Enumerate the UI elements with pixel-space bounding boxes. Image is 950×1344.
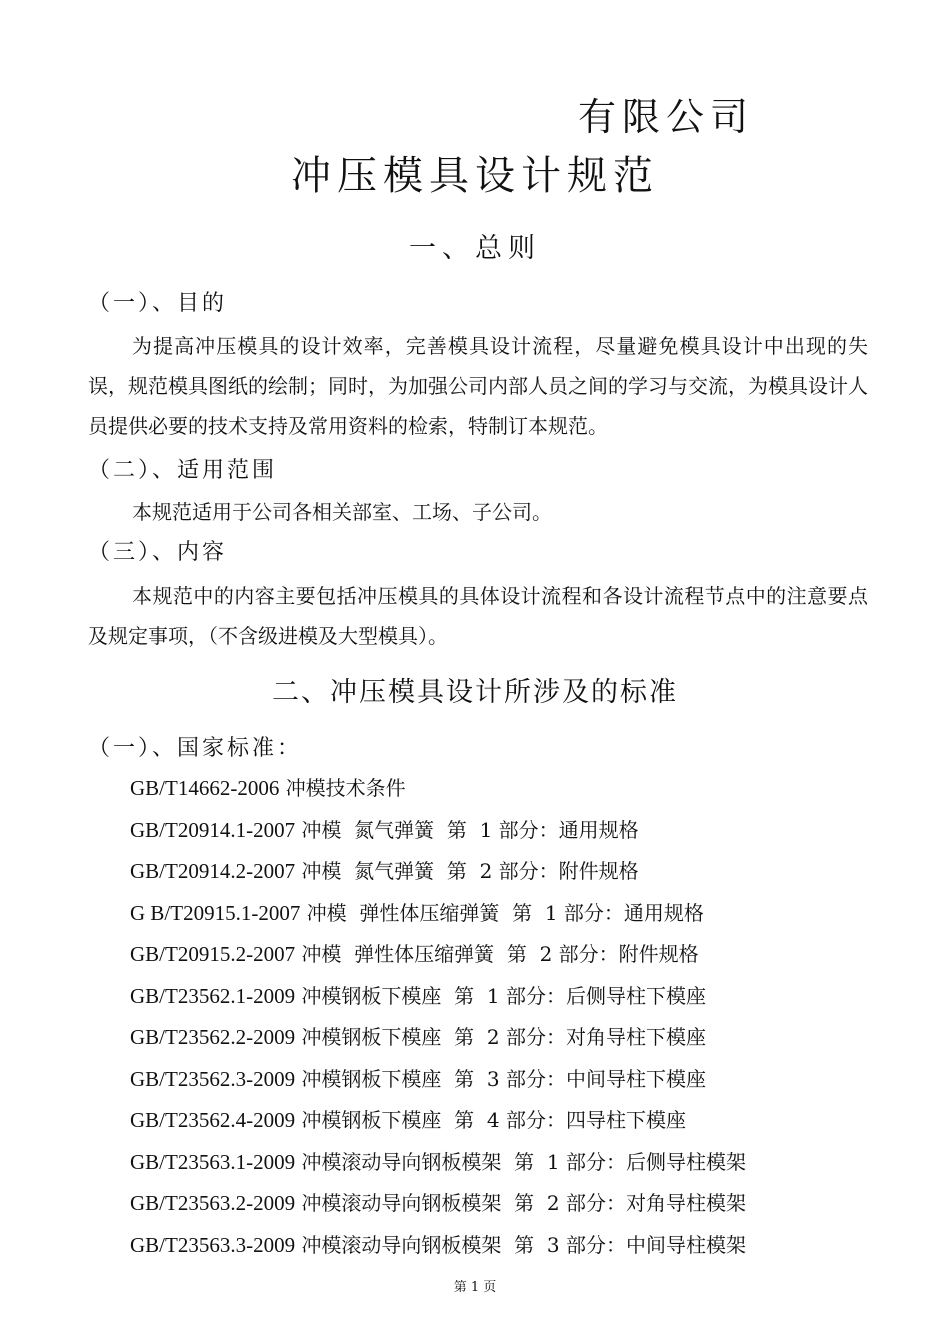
paragraph-content: 本规范中的内容主要包括冲压模具的具体设计流程和各设计流程节点中的注意要点及规定事项，（不含级进模及大型模具）。 xyxy=(88,584,868,648)
standard-name: 冲模钢板下模座 第 3 部分：中间导柱下模座 xyxy=(301,1066,706,1091)
standard-code: GB/T20914.1-2007 xyxy=(130,817,296,842)
standard-name: 冲模 弹性体压缩弹簧 第 2 部分：附件规格 xyxy=(301,942,699,966)
standard-name: 冲模 氮气弹簧 第 1 部分：通用规格 xyxy=(301,817,639,842)
standard-code: GB/T20914.2-2007 xyxy=(130,859,296,883)
paragraph-scope: 本规范适用于公司各相关部室、工场、子公司。 xyxy=(132,500,552,524)
standard-item xyxy=(130,1225,746,1267)
standard-code: GB/T14662-2006 xyxy=(130,776,280,800)
standard-item xyxy=(130,1100,746,1142)
company-name: 有限公司 xyxy=(578,95,755,139)
standard-item xyxy=(130,1059,746,1101)
standard-item xyxy=(130,1142,746,1184)
standard-code: G B/T20915.1-2007 xyxy=(130,900,301,925)
standard-item xyxy=(130,851,746,893)
standard-code: GB/T20915.2-2007 xyxy=(130,942,296,966)
standard-name: 冲模钢板下模座 第 4 部分：四导柱下模座 xyxy=(301,1108,686,1132)
standard-name: 冲模滚动导向钢板模架 第 1 部分：后侧导柱模架 xyxy=(301,1149,746,1174)
standard-name: 冲模技术条件 xyxy=(285,776,406,800)
standard-item xyxy=(130,768,746,810)
standard-item xyxy=(130,810,746,852)
document-title: 冲压模具设计规范 xyxy=(291,153,659,199)
standard-item xyxy=(130,934,746,976)
standard-code: GB/T23562.4-2009 xyxy=(130,1108,296,1132)
paragraph-purpose: 为提高冲压模具的设计效率，完善模具设计流程，尽量避免模具设计中出现的失误，规范模具图纸的绘制；同时，为加强公司内部人员之间的学习与交流，为模具设计人员提供必要的技术支持及常用资料的检索，特制订本规范。 xyxy=(88,334,868,438)
subheading-content: （三）、内容 xyxy=(88,540,228,565)
standard-code: GB/T23562.1-2009 xyxy=(130,983,296,1008)
standard-item xyxy=(130,893,746,935)
subheading-national-standards: （一）、国家标准： xyxy=(88,736,303,761)
standard-code: GB/T23563.2-2009 xyxy=(130,1191,296,1215)
section-heading-general: 一、总则 xyxy=(409,233,541,264)
standard-name: 冲模 弹性体压缩弹簧 第 1 部分：通用规格 xyxy=(306,900,704,925)
standard-item xyxy=(130,976,746,1018)
standard-code: GB/T23562.3-2009 xyxy=(130,1066,296,1091)
standard-code: GB/T23562.2-2009 xyxy=(130,1025,296,1049)
standard-name: 冲模钢板下模座 第 1 部分：后侧导柱下模座 xyxy=(301,983,706,1008)
subheading-purpose: （一）、目的 xyxy=(88,291,228,316)
standard-name: 冲模 氮气弹簧 第 2 部分：附件规格 xyxy=(301,859,639,883)
page-number: 第 1 页 xyxy=(453,1280,497,1295)
standard-name: 冲模钢板下模座 第 2 部分：对角导柱下模座 xyxy=(301,1025,706,1049)
standard-code: GB/T23563.1-2009 xyxy=(130,1149,296,1174)
standards-list xyxy=(130,768,746,1266)
standard-item xyxy=(130,1183,746,1225)
section-heading-standards: 二、冲压模具设计所涉及的标准 xyxy=(272,677,678,708)
subheading-scope: （二）、适用范围 xyxy=(88,458,278,483)
standard-name: 冲模滚动导向钢板模架 第 3 部分：中间导柱模架 xyxy=(301,1232,746,1257)
standard-item xyxy=(130,1017,746,1059)
standard-code: GB/T23563.3-2009 xyxy=(130,1232,296,1257)
standard-name: 冲模滚动导向钢板模架 第 2 部分：对角导柱模架 xyxy=(301,1191,746,1215)
